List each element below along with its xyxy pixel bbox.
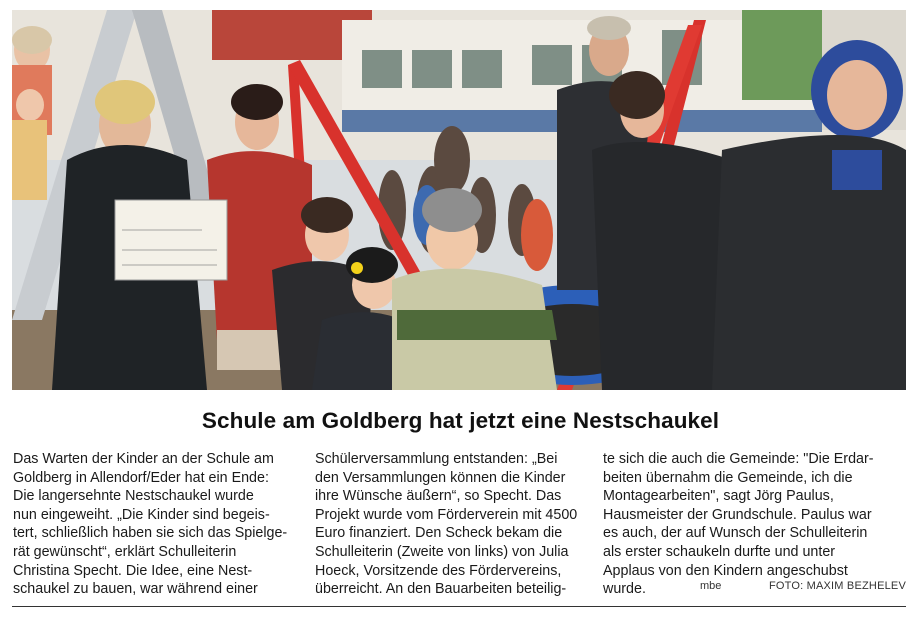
article-paragraph: Schülerversammlung entstanden: „Bei den Versammlungen können die Kinder ihre Wünsche äußern“, so Specht. Das Projekt wurde vom Förderverein mit 4500 Euro finanziert. Den Scheck bekam die Schulleiterin (Zweite von links) von Julia Hoeck, Vorsitzende des Fördervereins, überreicht. An den Bauarbeiten beteilig- — [315, 451, 578, 598]
article-column-3 — [603, 450, 906, 599]
article-column-1 — [13, 450, 301, 599]
bottom-rule — [12, 606, 906, 607]
photo-credit: FOTO: MAXIM BEZHELEV — [768, 580, 906, 592]
article-photo — [12, 10, 906, 390]
article-paragraph: Das Warten der Kinder an der Schule am Goldberg in Allendorf/Eder hat ein Ende: Die langersehnte Nestschaukel wurde nun eingeweiht. „Die Kinder sind begeis- tert, schließlich haben sie sich das Spielge- rät gewünscht“, erklärt Schulleiterin Christina Specht. Die Idee, eine Nest- schaukel zu bauen, war während einer — [13, 451, 288, 598]
article-headline: Schule am Goldberg hat jetzt eine Nestschaukel — [201, 408, 720, 433]
author-initials: mbe — [700, 580, 722, 592]
photo-illustration — [12, 10, 906, 390]
article-paragraph: te sich die auch die Gemeinde: "Die Erdar- beiten übernahm die Gemeinde, ich die Montagearbeiten", sagt Jörg Paulus, Hausmeister der Grundschule. Paulus war es auch, der auf Wunsch der Schulleiterin als erster schaukeln durfte und unter Applaus von den Kindern angeschubst wurde. — [603, 451, 874, 598]
article-body — [13, 450, 906, 600]
article-column-2 — [315, 450, 603, 599]
